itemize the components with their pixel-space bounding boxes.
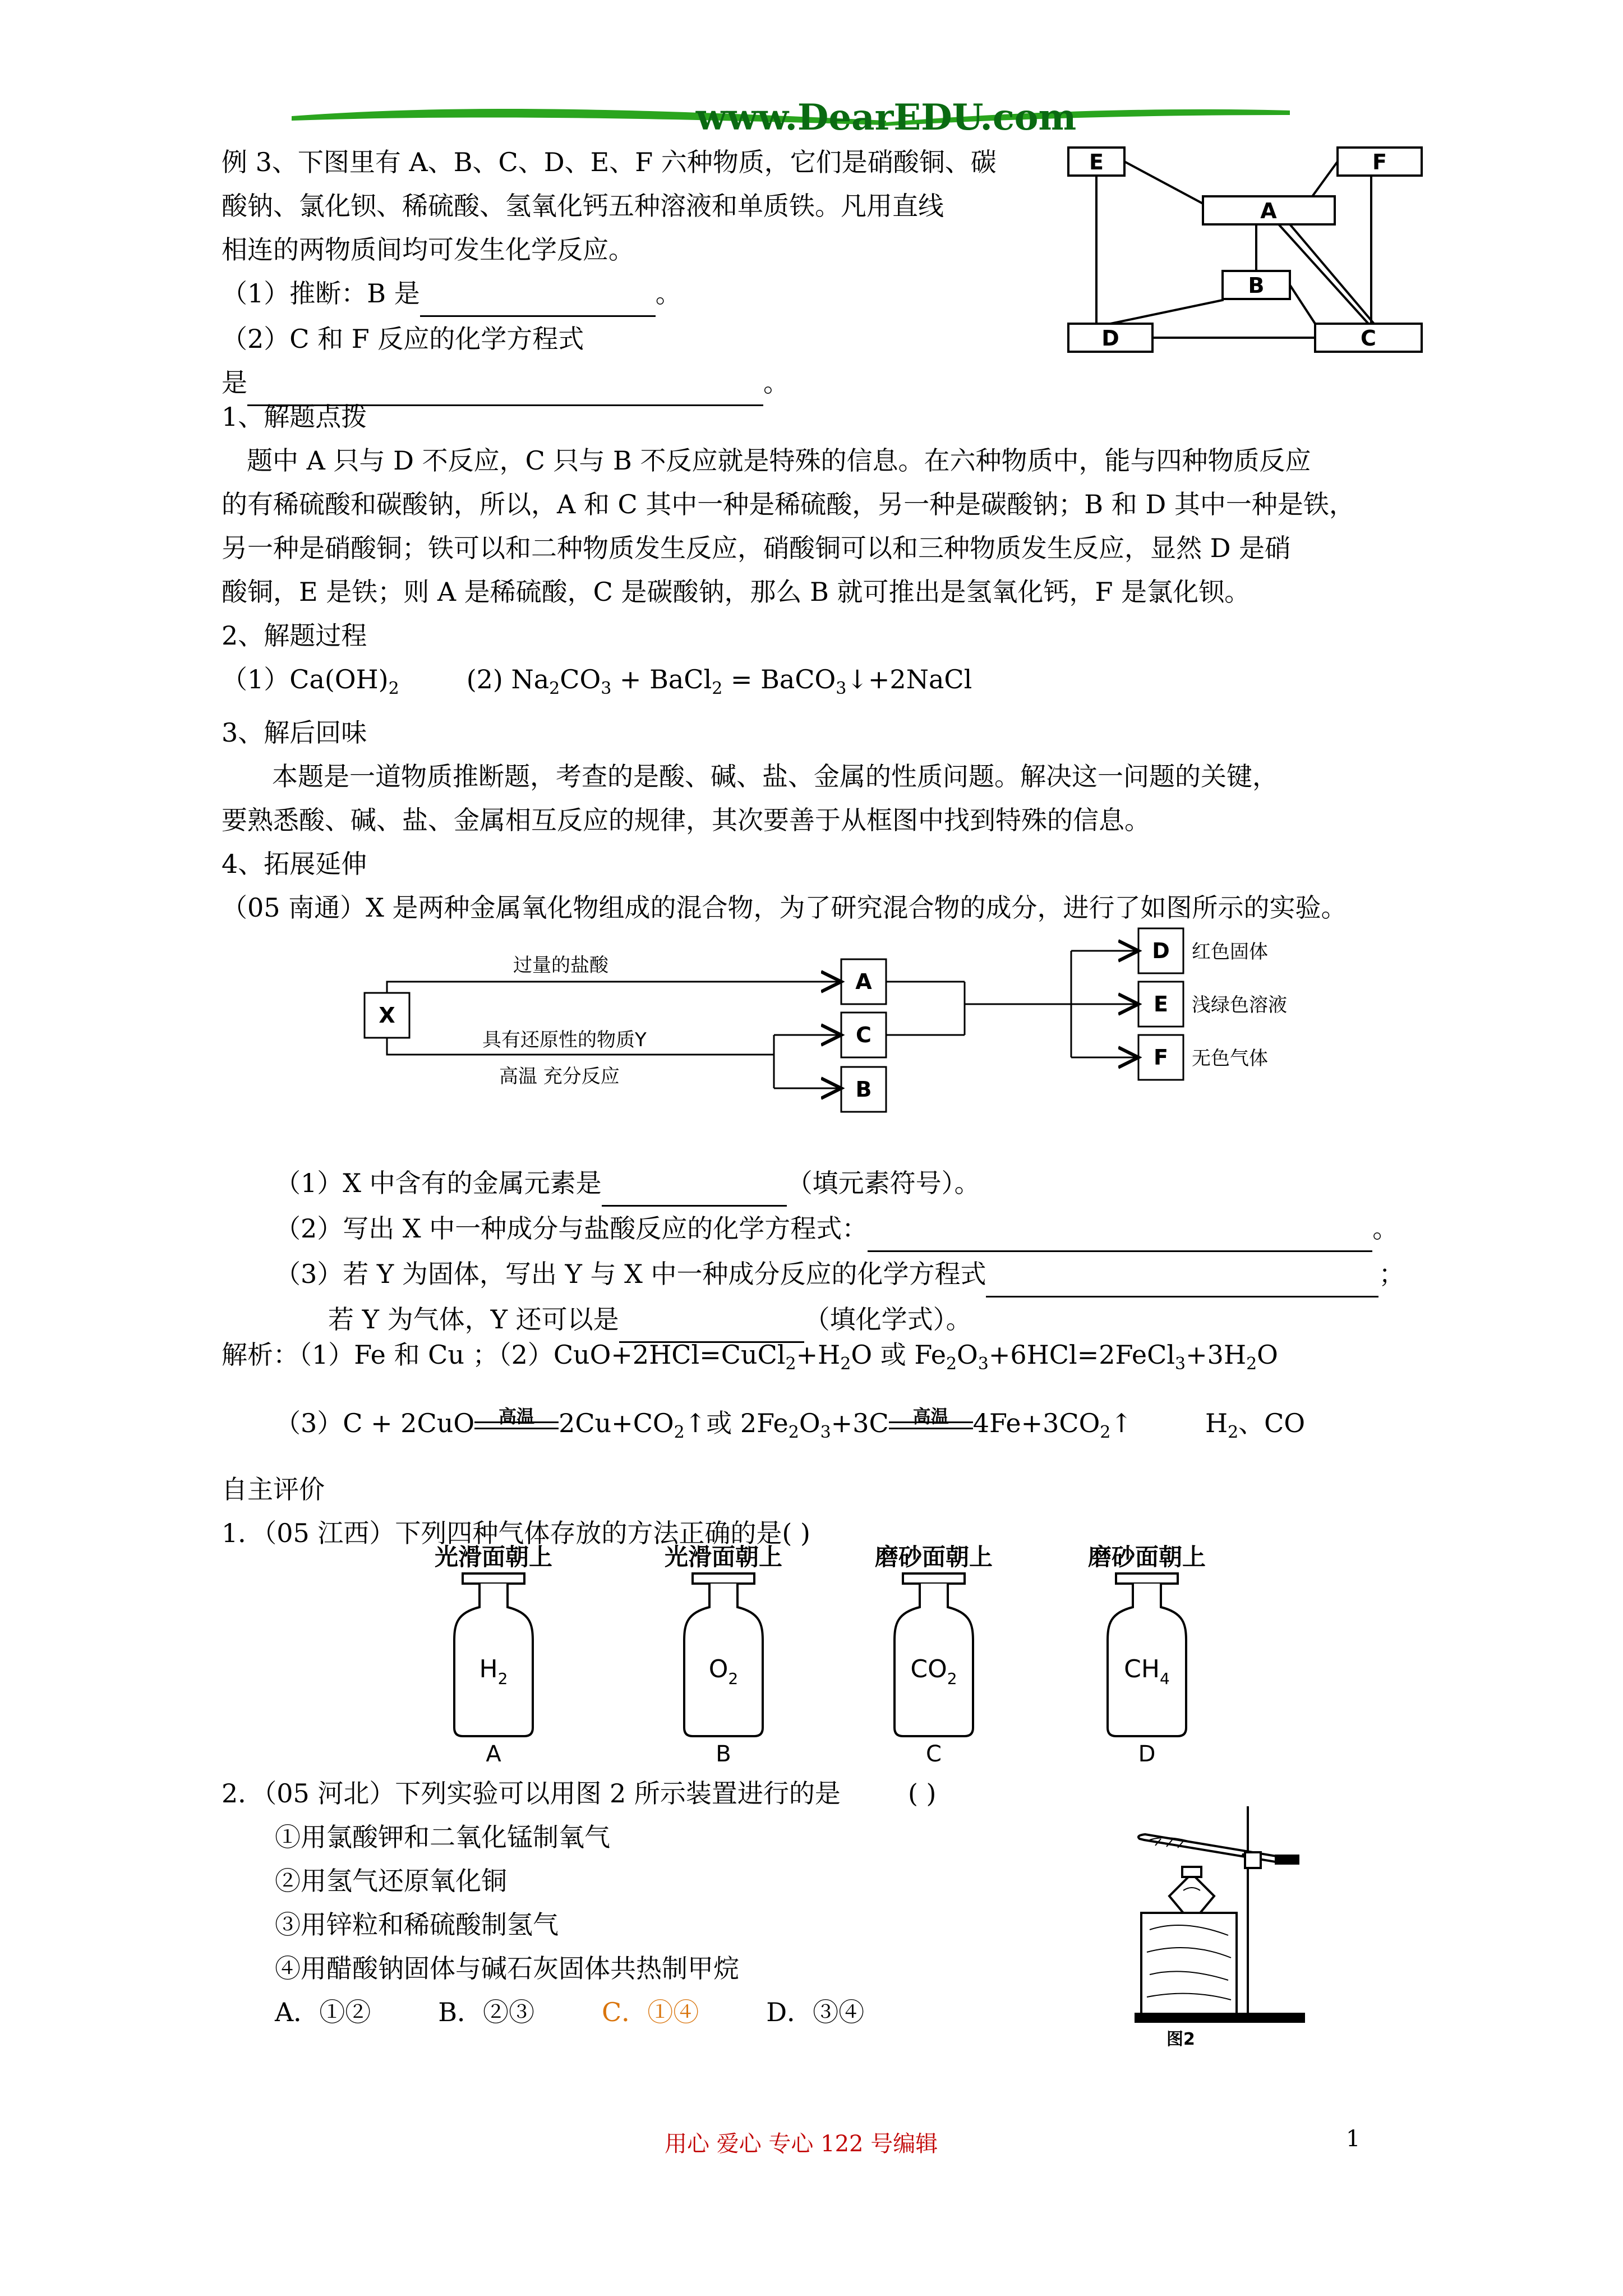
subq-1: （1）X 中含有的金属元素是 （填元素符号）。 [275,1161,1404,1207]
flow-label-f: F [1154,1045,1168,1070]
option-a[interactable]: A．①② [275,1997,371,2027]
gas-bottles [415,1543,1234,1767]
q2-item-3: ③用锌粒和稀硫酸制氢气 [275,1910,559,1940]
q2-options [275,1990,864,2034]
bottle-c-gas: $CO_2$ [910,1655,957,1688]
subq2-blank[interactable] [868,1207,1372,1252]
page-number: 1 [1346,2126,1361,2152]
label-a: A [1260,199,1277,223]
figure-2-caption: 图2 [1166,2030,1195,2047]
reaction-diagram [1066,140,1424,362]
site-logo: www.DearEDU.com [695,98,1077,139]
label-red-solid: 红色固体 [1192,941,1268,963]
example3-line-2: 酸钠、氯化钡、稀硫酸、氢氧化钙五种溶液和单质铁。凡用直线 [222,191,944,221]
footer-text: 用心 爱心 专心 122 号编辑 [665,2131,938,2157]
example3-q2: （2）C 和 F 反应的化学方程式 [222,324,584,354]
flow-diagram [359,920,1312,1116]
example3-text [222,140,997,406]
subq3-blank[interactable] [986,1252,1378,1297]
example3-line-1: 例 3、下图里有 A、B、C、D、E、F 六种物质，它们是硝酸铜、碳 [222,147,997,177]
label-d: D [1101,326,1119,351]
alcohol-lamp [1169,1874,1214,1913]
tips-line-3: 另一种是硝酸铜；铁可以和二种物质发生反应，硝酸铜可以和三种物质发生反应，显然 D 是硝 [222,533,1291,563]
bottle-c-top: 磨砂面朝上 [874,1543,993,1571]
mc-question-2: 2．（05 河北）下列实验可以用图 2 所示装置进行的是 ( ) [222,1778,937,1809]
flow-label-b: B [855,1077,872,1102]
q1-answer-blank[interactable] [420,272,656,317]
example3-q2-line: 是 。 [222,361,997,406]
self-eval-title: 自主评价 [222,1474,325,1504]
bottle-b-gas: $O_2$ [708,1655,739,1688]
heading-extension: 4、拓展延伸 [222,849,367,880]
flow-label-e: E [1154,992,1168,1016]
q2-item-1: ①用氯酸钾和二氧化锰制氧气 [275,1822,610,1852]
label-e: E [1089,150,1104,174]
bottle-d-top: 磨砂面朝上 [1087,1543,1206,1571]
bottle-d-gas: $CH_4$ [1124,1655,1170,1688]
label-f: F [1372,150,1387,174]
condition-arrow-2: 高温 [889,1421,973,1429]
label-high-temp: 高温 充分反应 [499,1065,620,1088]
label-light-green: 浅绿色溶液 [1192,994,1287,1016]
subq-2: （2）写出 X 中一种成分与盐酸反应的化学方程式： 。 [275,1207,1404,1252]
option-b[interactable]: B．②③ [438,1997,535,2027]
stopper [1276,1856,1298,1864]
q2-items [275,1815,864,2034]
header-banner [292,98,1335,143]
tips-line-1: 题中 A 只与 D 不反应，C 只与 B 不反应就是特殊的信息。在六种物质中，能与四种物质反应 [247,445,1311,476]
reflection-line-1: 本题是一道物质推断题，考查的是酸、碱、盐、金属的性质问题。解决这一问题的关键， [272,761,1278,792]
label-b: B [1248,273,1265,298]
subq-3b: 若 Y 为气体，Y 还可以是 （填化学式）。 [275,1297,1404,1343]
extension-intro: （05 南通）X 是两种金属氧化物组成的混合物，为了研究混合物的成分，进行了如图所示的实验。 [222,892,1347,923]
figure-2-apparatus [1133,1806,1380,2047]
tips-line-2: 的有稀硫酸和碳酸钠，所以，A 和 C 其中一种是稀硫酸，另一种是碳酸钠；B 和 D 其中一种是铁， [222,489,1355,519]
bottle-a-gas: $H_2$ [479,1655,508,1688]
solution-line-1: 解析：（1）Fe 和 Cu ；$(2)CuO+2HCl=CuCl_2+H_2O$ 或 $Fe_2O_3+6HCl=2FeCl_3+3H_2O$ [222,1340,1278,1374]
subq1-blank[interactable] [602,1161,787,1207]
label-colorless-gas: 无色气体 [1192,1047,1268,1070]
label-c: C [1361,326,1376,351]
flow-label-d: D [1152,938,1170,963]
bottle-c-letter: C [926,1741,942,1767]
bottle-b-letter: B [716,1741,731,1767]
bottle-b-top: 光滑面朝上 [664,1543,783,1571]
self-eval [222,1467,810,1555]
analysis-section [222,395,1355,930]
q2-item-2: ②用氢气还原氧化铜 [275,1866,507,1896]
sub-questions [275,1161,1404,1343]
bottle-d-letter: D [1138,1741,1156,1767]
condition-arrow-1: 高温 [474,1421,559,1429]
reflection-line-2: 要熟悉酸、碱、盐、金属相互反应的规律，其次要善于从框图中找到特殊的信息。 [222,805,1150,836]
flow-label-c: C [856,1023,872,1047]
option-c[interactable]: C．①④ [602,1997,699,2027]
heading-process: 2、解题过程 [222,620,367,651]
mc-question-1: 1．（05 江西）下列四种气体存放的方法正确的是( ) [222,1518,810,1548]
subq-3: （3）若 Y 为固体，写出 Y 与 X 中一种成分反应的化学方程式 ； [275,1252,1404,1297]
label-excess-hcl: 过量的盐酸 [513,954,608,977]
heading-reflection: 3、解后回味 [222,717,367,748]
solution-line-2: （3）C + 2CuO 高温 $2Cu+CO_2↑$或 $2Fe_2O_3+3C$ 高温 $4Fe+3CO_2↑$ $H_2$、CO [275,1406,1306,1443]
heading-tips: 1、解题点拨 [222,402,367,432]
answer-line: $(1)Ca(OH)_2$ (2) $Na_2CO_3$ + BaCl$_2$ = BaCO$_3$↓+2NaCl [222,664,972,699]
option-d[interactable]: D．③④ [766,1997,865,2027]
stand-base [1136,2014,1304,2022]
q2-item-4: ④用醋酸钠固体与碱石灰固体共热制甲烷 [275,1953,739,1984]
bottle-a-letter: A [486,1741,501,1767]
bottle-a-top: 光滑面朝上 [434,1543,553,1571]
example3-line-3: 相连的两物质间均可发生化学反应。 [222,234,634,265]
tips-line-4: 酸铜，E 是铁；则 A 是稀硫酸，C 是碳酸钠，那么 B 就可推出是氢氧化钙，F 是氯化钡。 [222,577,1251,607]
example3-q1: （1）推断：B 是 。 [222,272,997,317]
label-reducing-y: 具有还原性的物质Y [482,1029,647,1051]
flow-label-a: A [855,969,872,994]
flow-label-x: X [379,1003,395,1028]
